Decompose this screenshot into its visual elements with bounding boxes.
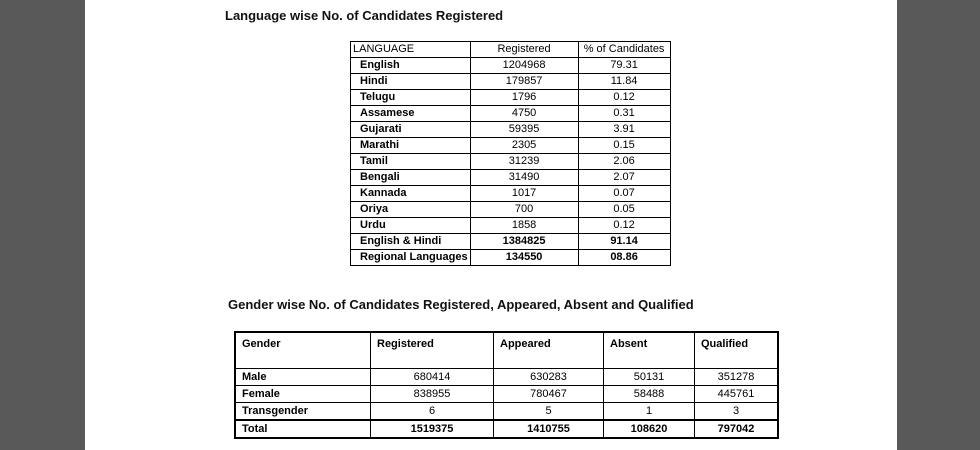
registered-cell: 134550 (470, 250, 578, 266)
language-cell: Assamese (351, 106, 471, 122)
document-page (85, 0, 897, 450)
table-header-row (351, 42, 671, 58)
registered-cell: 4750 (470, 106, 578, 122)
table-row (351, 186, 671, 202)
percent-cell: 0.15 (578, 138, 670, 154)
gender-cell: Total (235, 420, 371, 438)
registered-cell: 1384825 (470, 234, 578, 250)
language-cell: Urdu (351, 218, 471, 234)
table-row (351, 58, 671, 74)
absent-cell: 1 (604, 403, 695, 421)
header-registered: Registered (470, 42, 578, 58)
table-row (351, 74, 671, 90)
registered-cell: 59395 (470, 122, 578, 138)
language-table (350, 41, 671, 266)
registered-cell: 1204968 (470, 58, 578, 74)
percent-cell: 0.07 (578, 186, 670, 202)
registered-cell: 31239 (470, 154, 578, 170)
header-percent: % of Candidates (578, 42, 670, 58)
percent-cell: 91.14 (578, 234, 670, 250)
header-language: LANGUAGE (351, 42, 471, 58)
appeared-cell: 630283 (494, 369, 604, 386)
table-row (351, 218, 671, 234)
table-header-row (235, 332, 778, 369)
registered-cell: 1017 (470, 186, 578, 202)
percent-cell: 0.31 (578, 106, 670, 122)
percent-cell: 2.07 (578, 170, 670, 186)
qualified-cell: 445761 (695, 386, 779, 403)
table-row (351, 250, 671, 266)
gender-cell: Female (235, 386, 371, 403)
percent-cell: 0.12 (578, 90, 670, 106)
registered-cell: 31490 (470, 170, 578, 186)
absent-cell: 108620 (604, 420, 695, 438)
language-cell: Gujarati (351, 122, 471, 138)
table-row (351, 154, 671, 170)
language-cell: Marathi (351, 138, 471, 154)
table-row (351, 138, 671, 154)
registered-cell: 2305 (470, 138, 578, 154)
gender-cell: Male (235, 369, 371, 386)
percent-cell: 08.86 (578, 250, 670, 266)
registered-cell: 1858 (470, 218, 578, 234)
total-row (235, 420, 778, 438)
table-row (351, 90, 671, 106)
language-cell: Regional Languages (351, 250, 471, 266)
absent-cell: 50131 (604, 369, 695, 386)
registered-cell: 680414 (371, 369, 494, 386)
appeared-cell: 780467 (494, 386, 604, 403)
percent-cell: 79.31 (578, 58, 670, 74)
table-row (351, 122, 671, 138)
header-absent: Absent (604, 332, 695, 369)
table-row (351, 234, 671, 250)
language-cell: Oriya (351, 202, 471, 218)
language-cell: Kannada (351, 186, 471, 202)
header-appeared: Appeared (494, 332, 604, 369)
gender-table (234, 331, 779, 439)
gender-cell: Transgender (235, 403, 371, 421)
gender-table-title: Gender wise No. of Candidates Registered, Appeared, Absent and Qualified (228, 297, 694, 312)
header-qualified: Qualified (695, 332, 779, 369)
table-row (351, 202, 671, 218)
percent-cell: 0.05 (578, 202, 670, 218)
appeared-cell: 1410755 (494, 420, 604, 438)
registered-cell: 700 (470, 202, 578, 218)
language-cell: Tamil (351, 154, 471, 170)
language-cell: English & Hindi (351, 234, 471, 250)
absent-cell: 58488 (604, 386, 695, 403)
percent-cell: 0.12 (578, 218, 670, 234)
qualified-cell: 797042 (695, 420, 779, 438)
language-cell: Hindi (351, 74, 471, 90)
appeared-cell: 5 (494, 403, 604, 421)
header-gender: Gender (235, 332, 371, 369)
registered-cell: 1796 (470, 90, 578, 106)
percent-cell: 11.84 (578, 74, 670, 90)
registered-cell: 6 (371, 403, 494, 421)
registered-cell: 1519375 (371, 420, 494, 438)
registered-cell: 179857 (470, 74, 578, 90)
table-row (235, 386, 778, 403)
header-registered: Registered (371, 332, 494, 369)
qualified-cell: 351278 (695, 369, 779, 386)
table-row (235, 403, 778, 421)
qualified-cell: 3 (695, 403, 779, 421)
percent-cell: 3.91 (578, 122, 670, 138)
registered-cell: 838955 (371, 386, 494, 403)
table-row (235, 369, 778, 386)
language-cell: English (351, 58, 471, 74)
language-cell: Telugu (351, 90, 471, 106)
language-table-title: Language wise No. of Candidates Registered (225, 8, 504, 23)
table-row (351, 106, 671, 122)
table-row (351, 170, 671, 186)
percent-cell: 2.06 (578, 154, 670, 170)
language-cell: Bengali (351, 170, 471, 186)
